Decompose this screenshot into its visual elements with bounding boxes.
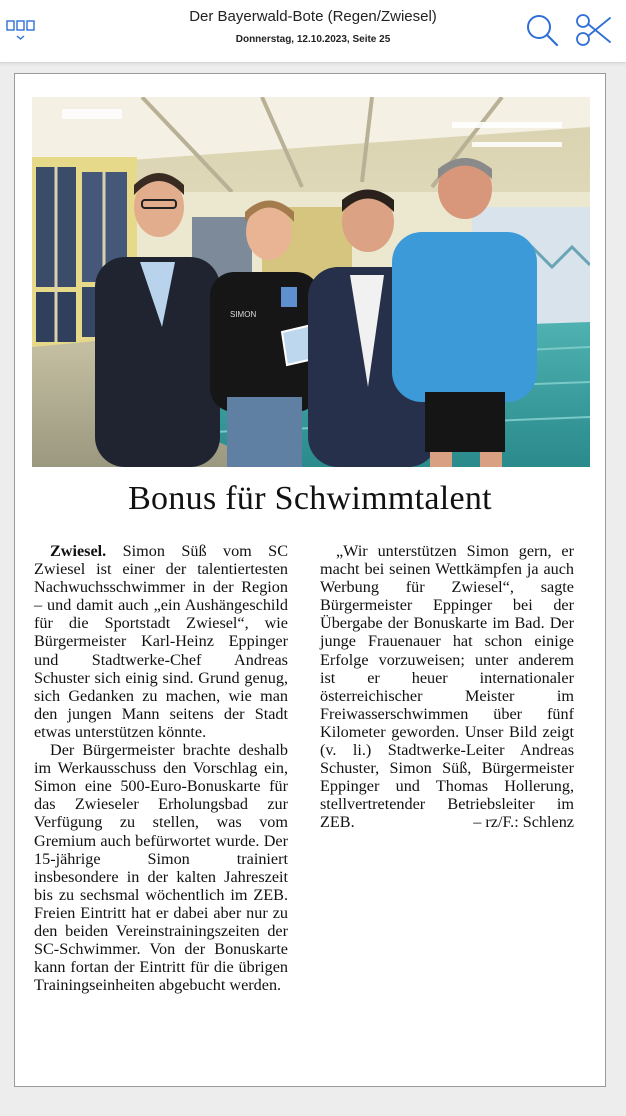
article-headline: Bonus für Schwimmtalent (128, 480, 492, 517)
app-toolbar (0, 0, 626, 63)
article-paragraph-2: Der Bürgermeister brachte deshalb im Werkausschuss den Vorschlag ein, Simon eine 500-Euro-Bonuskarte für das Zwieseler Erholungsbad zur Verfügung zu stellen, was vom Gremium auch befürwortet wurde. Der 15-jährige Simon trainiert insbesondere in der kalten Jahreszeit bis zu sechsmal wöchentlich im ZEB. Freien Eintritt hat er dabei aber nur zu den beiden Vereinstrainingszeiten der SC-Schwimmer. Von der Bonuskarte kann fortan der Eintritt für die übrigen Trainingseinheiten abgebucht werden. (34, 741, 288, 995)
search-icon[interactable] (524, 12, 560, 48)
article-column-left (34, 542, 288, 994)
article-column-right (320, 542, 574, 832)
scissors-icon[interactable] (574, 12, 614, 48)
issue-date: Donnerstag, 12.10.2023, Seite 25 (235, 34, 391, 45)
newspaper-article (14, 73, 606, 1087)
article-photo (32, 97, 590, 467)
photo-credit: – rz/F.: Schlenz (473, 813, 574, 832)
article-paragraph (34, 542, 288, 741)
article-paragraph-3-text: „Wir unterstützen Simon gern, er macht bei seinen Wettkämpfen ja auch Werbung für Zwiesel“, sagte Bürgermeister Eppinger bei der Übergabe der Bonuskarte im Bad. Der junge Frauenauer hat schon einige Erfolge vorzuweisen; unter anderem ist er heuer internationaler österreichischer Meister im Freiwasserschwimmen über fünf Kilometer geworden. Unser Bild zeigt (v. li.) Stadtwerke-Leiter Andreas Schuster, Simon Süß, Bürgermeister Eppinger und Thomas Hollerung, stellvertretender Betriebsleiter im ZEB. (320, 542, 574, 832)
article-dateline: Zwiesel. (50, 542, 107, 560)
article-paragraph-3 (320, 542, 574, 832)
publication-title: Der Bayerwald-Bote (Regen/Zwiesel) (189, 8, 437, 25)
article-paragraph-1: Simon Süß vom SC Zwiesel ist einer der talentiertesten Nachwuchsschwimmer in der Region – und damit auch „ein Aushängeschild für die Sportstadt Zwiesel“, wie Bürgermeister Karl-Heinz Eppinger und Stadtwerke-Chef Andreas Schuster sich einig sind. Grund genug, sich Gedanken zu machen, wie man den jungen Mann seitens der Stadt etwas unterstützen könnte. (34, 542, 288, 741)
svg-text:SIMON: SIMON (230, 310, 257, 319)
